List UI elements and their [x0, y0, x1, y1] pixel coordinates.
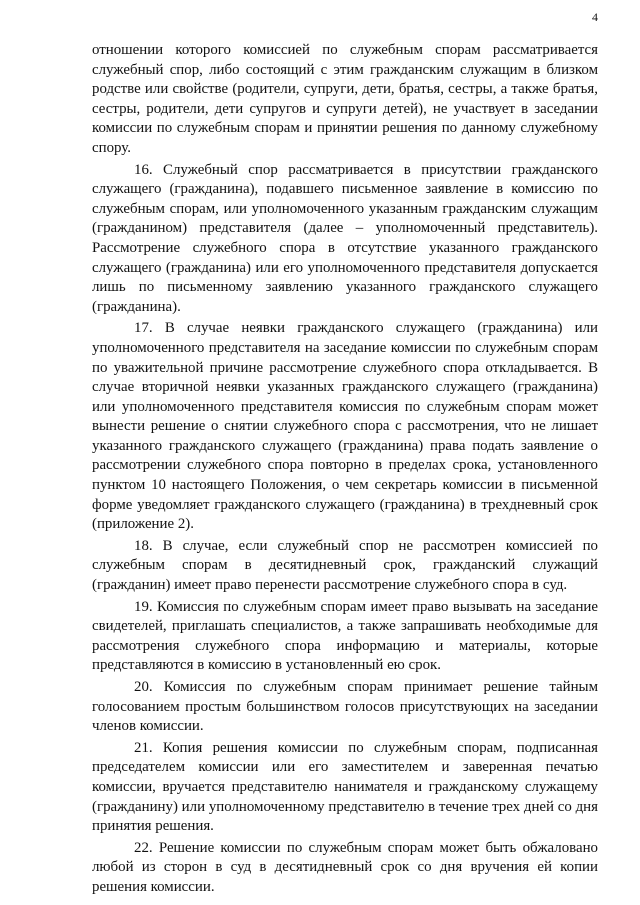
paragraph-22: 22. Решение комиссии по служебным спорам может быть обжаловано любой из сторон в суд в десятидневный срок со дня вручения ей копии решения комиссии.: [92, 839, 598, 895]
paragraph-19: 19. Комиссия по служебным спорам имеет право вызывать на заседание свидетелей, приглашать специалистов, а также запрашивать необходимые для рассмотрения служебного спора информацию и материалы, которые представляются в комиссию в установленный ею срок.: [92, 598, 598, 674]
page-number: 4: [592, 10, 598, 24]
document-body: [92, 41, 598, 898]
paragraph-21: 21. Копия решения комиссии по служебным спорам, подписанная председателем комиссии или его заместителем и заверенная печатью комиссии, вручается представителю нанимателя и гражданскому служащему (гражданину) или уполномоченному представителю в течение трех дней со дня принятия решения.: [92, 739, 598, 835]
paragraph-18: 18. В случае, если служебный спор не рассмотрен комиссией по служебным спорам в десятидневный срок, гражданский служащий (гражданин) имеет право перенести рассмотрение служебного спора в суд.: [92, 537, 598, 594]
paragraph-15-continuation: отношении которого комиссией по служебным спорам рассматривается служебный спор, либо состоящий с этим гражданским служащим в близком родстве или свойстве (родители, супруги, дети, братья, сестры, а также братья, сестры, родители, дети супругов и супруги детей), не участвует в заседании комиссии по служебным спорам и принятии решения по данному служебному спору.: [92, 42, 598, 156]
paragraph-17: 17. В случае неявки гражданского служащего (гражданина) или уполномоченного представителя на заседание комиссии по служебным спорам по уважительной причине рассмотрение служебного спора откладывается. В случае вторичной неявки указанных гражданского служащего (гражданина) или уполномоченного представителя комиссия по служебным спорам может вынести решение о снятии служебного спора с рассмотрения, что не лишает указанного гражданского служащего (гражданина) права подать заявление о рассмотрении служебного спора повторно в пределах срока, установленного пунктом 10 настоящего Положения, о чем секретарь комиссии в письменной форме уведомляет гражданского служащего (гражданина) в трехдневный срок (приложение 2).: [92, 320, 598, 533]
paragraph-16: 16. Служебный спор рассматривается в присутствии гражданского служащего (гражданина), подавшего письменное заявление в комиссию по служебным спорам, или уполномоченного указанным гражданским служащим (гражданином) представителя (далее – уполномоченный представитель). Рассмотрение служебного спора в отсутствие указанного гражданского служащего (гражданина) или его уполномоченного представителя допускается лишь по письменному заявлению указанного гражданского служащего (гражданина).: [92, 161, 598, 315]
paragraph-20: 20. Комиссия по служебным спорам принимает решение тайным голосованием простым большинством голосов присутствующих на заседании членов комиссии.: [92, 679, 598, 735]
